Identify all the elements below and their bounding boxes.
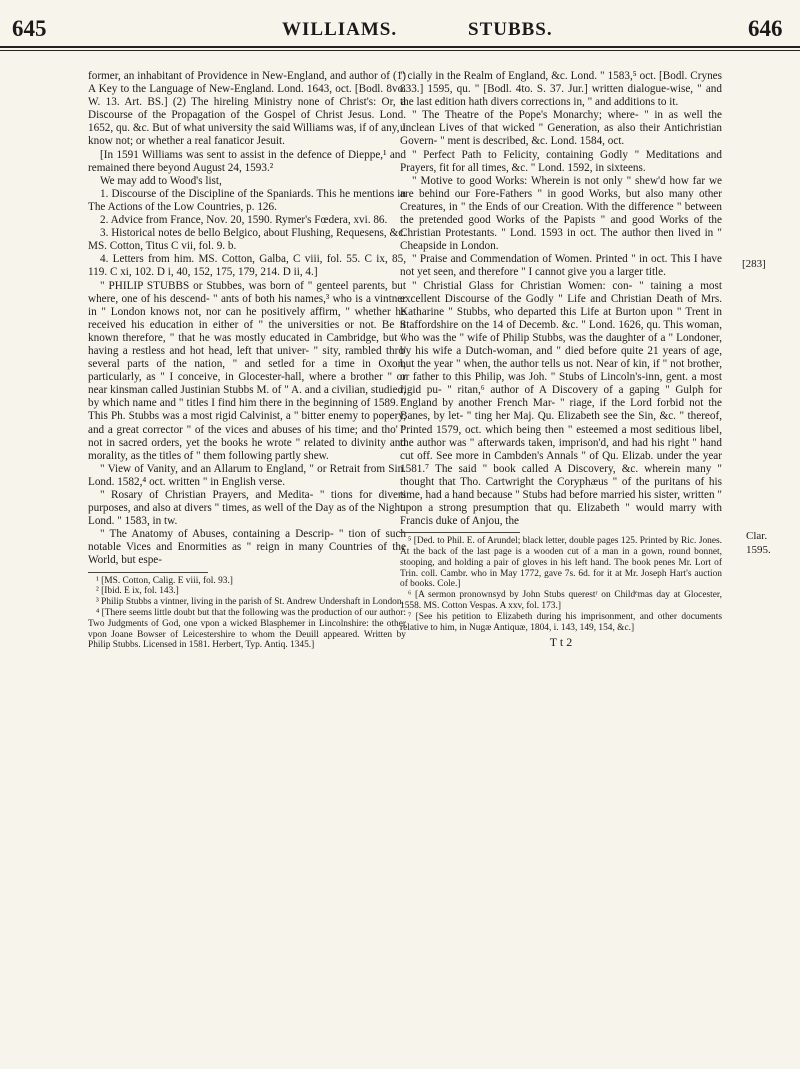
margin-note-clar: Clar. [746,530,768,542]
paragraph: " Motive to good Works: Wherein is not only " shew'd how far we are behind our Fore-Fathers " in good Works, but also many other Creatures, in " the Ends of our Creation. With the difference " between the pretended good Works of the Papists " and good Works of the Christian Protestants. " Lond. 1593 in oct. The author then lived in " Cheapside in London. [400,174,722,253]
paragraph: " Rosary of Christian Prayers, and Medita- " tions for divers purposes, and also at divers " times, as well of the Day as of the Night. Lond. " 1583, in tw. [88,489,406,528]
paragraph: " View of Vanity, and an Allarum to England, " or Retrait from Sin. Lond. 1582,⁴ oct. written " in English verse. [88,462,406,488]
paragraph: " Perfect Path to Felicity, containing Godly " Meditations and Prayers, fit for all times, &c. " Lond. 1592, in sixteens. [400,148,722,174]
right-column [400,70,722,650]
page-number-left: 645 [12,16,47,41]
paragraph: 3. Historical notes de bello Belgico, about Flushing, Requesens, &c. MS. Cotton, Titus C vii, fol. 9. b. [88,227,406,253]
paragraph: " The Anatomy of Abuses, containing a Descrip- " tion of such notable Vices and Enormities as " reign in many Countries of the World, but espe- [88,528,406,567]
paragraph: We may add to Wood's list, [100,174,222,187]
footnote: ⁴ [There seems little doubt but that the following was the production of our author: Two Judgments of God, one vpon a wicked Blasphemer in Lincolnshire: the other vpon Joane Bowser of Leicestershire to whom the Deuill appeared. Written by Philip Stubbs. Licensed in 1581. Herbert, Typ. Antiq. 1345.] [88,607,406,651]
running-head-left: WILLIAMS. [282,19,398,40]
signature-mark: T t 2 [549,635,573,650]
paragraph: former, an inhabitant of Providence in New-England, and author of (1) A Key to the Language of New-England. Lond. 1643, oct. [Bodl. 8vo. W. 13. Art. BS.] (2) The hireling Ministry none of Christ's: Or, a Discourse of the Propagation of the Gospel of Christ Jesus. Lond. 1652, qu. &c. But of what university the said Williams was, if of any, I know not; or whether a real fanaticor Jesuit. [88,70,406,148]
paragraph: " The Theatre of the Pope's Monarchy; where- " in as well the unclean Lives of that wicked " Generation, as also their Antichristian Govern- " ment is described, &c. Lond. 1584, oct. [400,109,722,148]
paragraph: " Christial Glass for Christian Women: con- " taining a most excellent Discourse of the Godly " Life and Christian Death of Mrs. Katharine " Stubbs, who departed this Life at Burton upon " Trent in Staffordshire on the 14 of Decemb. &c. " Lond. 1626, qu. This woman, who was the " wife of Philip Stubbs, was the daughter of a " Londoner, by his wife a Dutch-woman, and " died before quite 21 years of age, but the year " when, the author tells us not. Near of kin, if " not brother, or father to this Philip, was Joh. " Stubs of Lincoln's-inn, gent. a most rigid pu- " ritan,⁶ author of A Discovery of a gaping " Gulph for England by another French Mar- " riage, if the Lord forbid not the Banes, by let- " ting her Maj. Qu. Elizabeth see the Sin, &c. " thereof, Printed 1579, oct. which being then " esteemed a most seditious libel, the author was " afterwards taken, imprison'd, and had his right " hand cut off. See more in Cambden's Annals " of Qu. Elizab. under the year 1581.⁷ The said " book called A Discovery, &c. wherein many " thought that Tho. Cartwright the Coryphæus " of the puritans of his time, had a hand because " Stubs had before married his sister, written " upon a strong presumption that qu. Elizabeth " would marry with Francis duke of Anjou, the [400,279,722,528]
footnote: ² [Ibid. E ix, fol. 143.] [96,586,179,597]
footnote: ⁶ [A sermon pronownsyd by John Stubs querestʳ on Childᵉmas day at Glocester, 1558. MS. Cotton Vespas. A xxv, fol. 173.] [400,590,722,612]
left-column [88,70,406,651]
paragraph: [In 1591 Williams was sent to assist in the defence of Dieppe,¹ and remained there beyond August 24, 1593.² [88,148,406,174]
paragraph: " PHILIP STUBBS or Stubbes, was born of " genteel parents, but where, one of his descend- " ants of both his names,³ who is a vintner in " London knows not, nor can he positively affirm, " whether he received his education in either of " the universities or not. Be it known therefore, " that he was mostly educated in Cambridge, but " having a restless and hot head, left that univer- " sity, rambled thro' several parts of the nation, " and setled for a time in Oxon, particularly, as " I conceive, in Glocester-hall, where a brother " or near kinsman called Justinian Stubbs M. of " A. and a civilian, studied, by which name and " titles I find him there in the beginning of 1589. " This Ph. Stubbs was a most rigid Calvinist, a " bitter enemy to popery, and a great corrector " of the vices and abuses of his time; and tho' " not in sacred orders, yet the books he wrote " related to divinity and morality, as the titles of " them following partly shew. [88,279,406,462]
paragraph: 4. Letters from him. MS. Cotton, Galba, C viii, fol. 55. C ix, 85, 119. C xi, 102. D i, 40, 152, 175, 179, 214. D ii, 4.] [88,253,406,279]
header-rule-thin [0,50,800,51]
margin-note-283: [283] [742,258,766,270]
footnote: ⁵ [Ded. to Phil. E. of Arundel; black letter, double pages 125. Printed by Ric. Jones. At the back of the last page is a wooden cut of a man in a gown, round bonnet, stooping, and holding a pair of gloves in his left hand. The book penes Mr. Lort of Trin. coll. Cambr. who in May 1772, gave 7s. 6d. for it at Mr. Joseph Hart's auction of books. Cole.] [400,536,722,590]
footnote: ³ Philip Stubbs a vintner, living in the parish of St. Andrew Undershaft in London. [96,597,404,608]
margin-note-clar-year: 1595. [746,544,771,556]
footnote: ⁷ [See his petition to Elizabeth during his imprisonment, and other documents relative to him, in Nugæ Antiquæ, 1804, i. 143, 149, 154, &c.] [400,611,722,633]
header-rule [0,46,800,48]
footnote-rule [400,532,520,533]
paragraph: " Praise and Commendation of Women. Printed " in oct. This I have not yet seen, and therefore " I cannot give you a larger title. [400,253,722,279]
footnote-rule [88,572,208,573]
paragraph: " cially in the Realm of England, &c. Lond. " 1583,⁵ oct. [Bodl. Crynes 833.] 1595, qu. " [Bodl. 4to. S. 37. Jur.] written dialogue-wise, " and the last edition hath divers corrections in, " and additions to it. [400,70,722,109]
page-number-right: 646 [748,16,783,41]
paragraph: 2. Advice from France, Nov. 20, 1590. Rymer's Fœdera, xvi. 86. [100,214,388,227]
running-head-right: STUBBS. [468,19,553,40]
paragraph: 1. Discourse of the Discipline of the Spaniards. This he mentions in The Actions of the Low Countries, p. 126. [88,187,406,213]
right-footnotes [400,536,722,633]
footnote: ¹ [MS. Cotton, Calig. E viii, fol. 93.] [96,575,233,586]
left-footnotes [88,576,406,652]
